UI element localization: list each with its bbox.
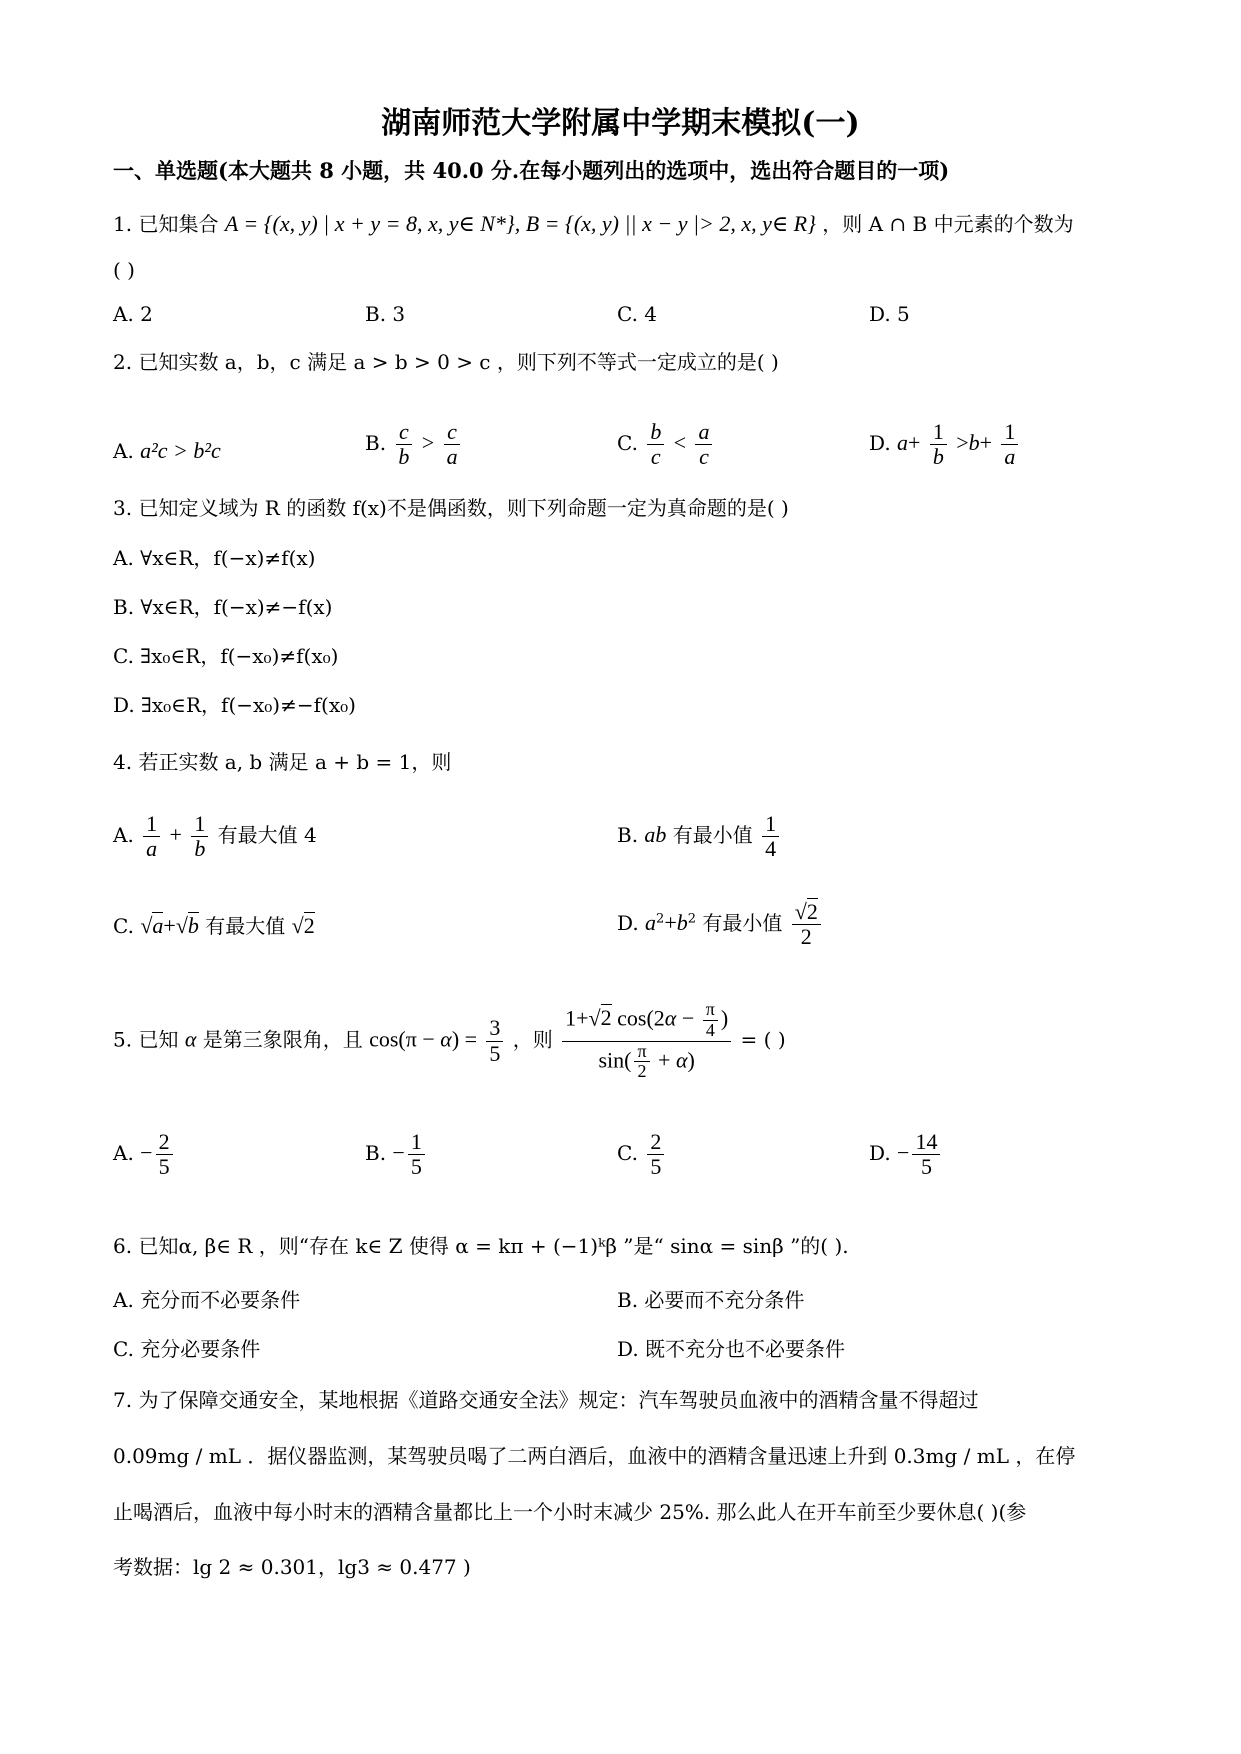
q1-option-c: C. 4: [617, 302, 658, 326]
question-6-stem: 6. 已知α, β∈ R ，则“存在 k∈ Z 使得 α = kπ + (−1)ᵏβ ”是“ sinα = sinβ ”的( ).: [113, 1234, 849, 1258]
q3-option-b: B. ∀x∈R，f(−x)≠−f(x): [113, 595, 333, 619]
fraction: $\frac{1}{a}$: [143, 812, 160, 861]
fraction: $\frac{3}{5}$: [486, 1016, 503, 1065]
q6-option-a: A. 充分而不必要条件: [113, 1288, 301, 1312]
question-3-stem: 3. 已知定义域为 R 的函数 f(x)不是偶函数，则下列命题一定为真命题的是( ): [113, 496, 789, 520]
q4-option-d: D. $a^2+b^2$ 有最小值 $\frac{√2}{2}$: [617, 900, 824, 949]
q4-option-c: C. √a+√b 有最大值 √2: [113, 913, 315, 938]
fraction: $\frac{1}{b}$: [930, 420, 947, 469]
q5-option-a: A. − $\frac{2}{5}$: [113, 1130, 176, 1179]
question-7-line1: 7. 为了保障交通安全，某地根据《道路交通安全法》规定：汽车驾驶员血液中的酒精含量不得超过: [113, 1388, 979, 1412]
fraction: $\frac{1}{b}$: [191, 812, 208, 861]
fraction: $\frac{2}{5}$: [156, 1130, 173, 1179]
q1-option-d: D. 5: [869, 302, 910, 326]
question-4-stem: 4. 若正实数 a, b 满足 a + b = 1，则: [113, 750, 452, 774]
q6-option-b: B. 必要而不充分条件: [617, 1288, 805, 1312]
q2-option-c: C. $\frac{b}{c}$ < $\frac{a}{c}$: [617, 420, 715, 469]
question-7-line2: 0.09mg / mL ．据仪器监测，某驾驶员喝了二两白酒后，血液中的酒精含量迅速上升到 0.3mg / mL ，在停: [113, 1444, 1076, 1468]
fraction: $\frac{a}{c}$: [695, 420, 712, 469]
q5-option-c: C. $\frac{2}{5}$: [617, 1130, 667, 1179]
question-7-line4: 考数据：lg 2 ≈ 0.301，lg3 ≈ 0.477 ): [113, 1555, 471, 1579]
q2-option-b: B. $\frac{c}{b}$ > $\frac{c}{a}$: [365, 420, 464, 469]
q3-option-d: D. ∃x₀∈R，f(−x₀)≠−f(x₀): [113, 693, 356, 717]
question-2-stem: 2. 已知实数 a，b，c 满足 a > b > 0 > c ，则下列不等式一定成立的是( ): [113, 350, 779, 374]
q1-prefix: 1. 已知集合: [113, 212, 219, 236]
q1-option-b: B. 3: [365, 302, 406, 326]
section-heading: 一、单选题(本大题共 8 小题，共 40.0 分.在每小题列出的选项中，选出符合题目的一项): [113, 158, 950, 183]
q1-sets: A = {(x, y) | x + y = 8, x, y∈ N*}, B = {(x, y) || x − y |> 2, x, y∈ R}: [224, 211, 816, 236]
fraction: $\frac{2}{5}$: [647, 1130, 664, 1179]
question-5-stem: 5. 已知 α 是第三象限角，且 cos(π − α) = $\frac{3}{5}$ ，则 1+√2 cos(2α − $\frac{\pi}{4}$ ) sin( $\frac{\pi}{2}$ + α) = ( ): [113, 999, 786, 1082]
fraction: $\frac{1}{4}$: [762, 812, 779, 861]
q5-option-d: D. − $\frac{14}{5}$: [869, 1130, 943, 1179]
question-1-line1: [113, 208, 1074, 237]
fraction: $\frac{b}{c}$: [647, 420, 664, 469]
fraction: $\frac{14}{5}$: [912, 1130, 940, 1179]
fraction: 1+√2 cos(2α − $\frac{\pi}{4}$ ) sin( $\frac{\pi}{2}$ + α): [562, 1000, 731, 1082]
q4-option-a: A. $\frac{1}{a}$ + $\frac{1}{b}$ 有最大值 4: [113, 811, 317, 862]
q1-paren: ( ): [113, 258, 135, 282]
fraction: $\frac{√2}{2}$: [792, 900, 821, 949]
q3-option-a: A. ∀x∈R，f(−x)≠f(x): [113, 546, 316, 570]
page-title: 湖南师范大学附属中学期末模拟(一): [381, 106, 860, 141]
q2-option-d: D. a+ $\frac{1}{b}$ >b+ $\frac{1}{a}$: [869, 420, 1021, 469]
q4-option-b: B. ab 有最小值 $\frac{1}{4}$: [617, 812, 782, 861]
q3-option-c: C. ∃x₀∈R，f(−x₀)≠f(x₀): [113, 644, 339, 668]
q5-option-b: B. − $\frac{1}{5}$: [365, 1130, 428, 1179]
fraction: $\frac{c}{a}$: [444, 420, 461, 469]
fraction: $\frac{c}{b}$: [395, 420, 412, 469]
q1-suffix: ，则 A ∩ B 中元素的个数为: [822, 212, 1074, 236]
q1-option-a: A. 2: [113, 302, 153, 326]
q6-option-c: C. 充分必要条件: [113, 1337, 261, 1361]
fraction: $\frac{1}{a}$: [1001, 420, 1018, 469]
question-7-line3: 止喝酒后，血液中每小时末的酒精含量都比上一个小时末减少 25%. 那么此人在开车前至少要休息( )(参: [113, 1500, 1027, 1524]
q2-option-a: A. a²c > b²c: [113, 438, 221, 463]
fraction: $\frac{1}{5}$: [408, 1130, 425, 1179]
q6-option-d: D. 既不充分也不必要条件: [617, 1337, 846, 1361]
